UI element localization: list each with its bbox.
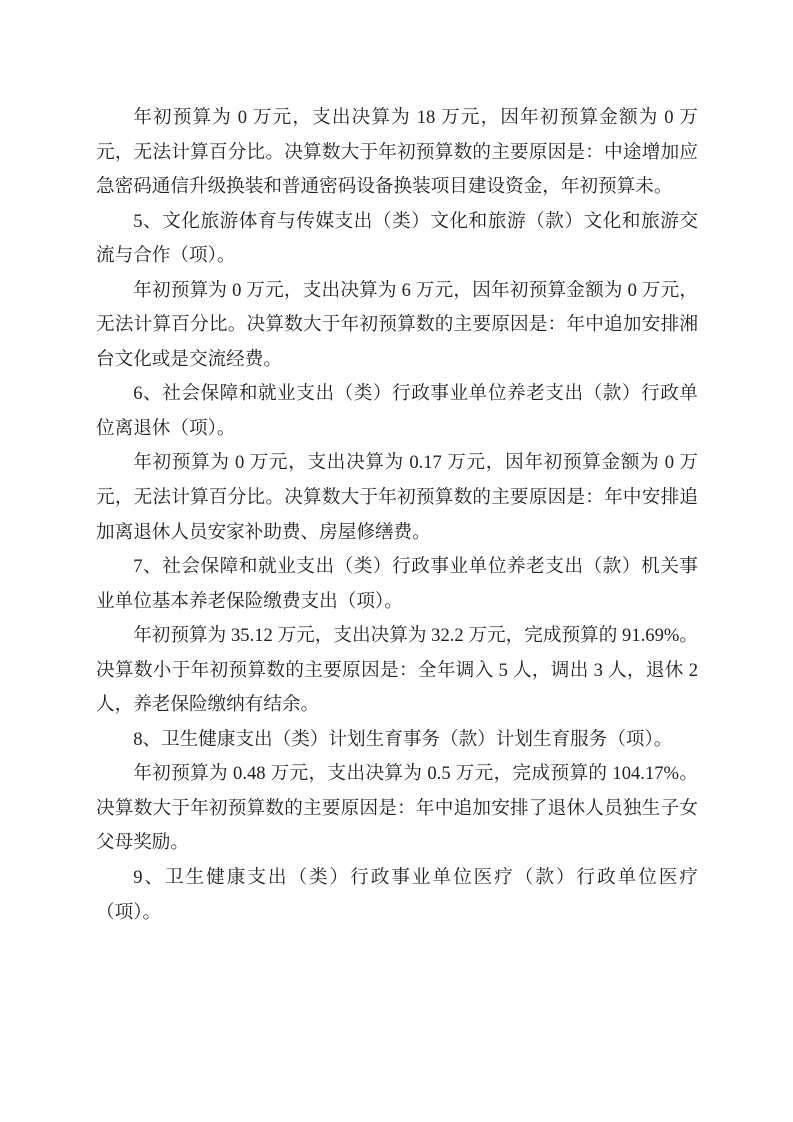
paragraph-item-9-title: 9、卫生健康支出（类）行政事业单位医疗（款）行政单位医疗（项）。 xyxy=(96,867,698,923)
paragraph-item-5-title: 5、文化旅游体育与传媒支出（类）文化和旅游（款）文化和旅游交流与合作（项）。 xyxy=(96,210,698,267)
paragraph-item-7-title: 7、社会保障和就业支出（类）行政事业单位养老支出（款）机关事业单位基本养老保险缴费支出（项）。 xyxy=(96,556,698,612)
paragraph-budget-explain-7: 年初预算为 35.12 万元，支出决算为 32.2 万元，完成预算的 91.69%。决算数小于年初预算数的主要原因是：全年调入 5 人，调出 3 人，退休 2 人，养老保险缴纳有结余。 xyxy=(96,625,698,716)
paragraph-budget-explain-4: 年初预算为 0 万元，支出决算为 18 万元，因年初预算金额为 0 万元，无法计算百分比。决算数大于年初预算数的主要原因是：中途增加应急密码通信升级换装和普通密码设备换装项目建设资金，年初预算未。 xyxy=(96,107,698,198)
paragraph-item-6-title: 6、社会保障和就业支出（类）行政事业单位养老支出（款）行政单位离退休（项）。 xyxy=(96,383,698,439)
document-body xyxy=(96,101,698,930)
paragraph-budget-explain-8: 年初预算为 0.48 万元，支出决算为 0.5 万元，完成预算的 104.17%。决算数大于年初预算数的主要原因是：年中追加安排了退休人员独生子女父母奖励。 xyxy=(96,763,698,854)
paragraph-budget-explain-6: 年初预算为 0 万元，支出决算为 0.17 万元，因年初预算金额为 0 万元，无法计算百分比。决算数大于年初预算数的主要原因是：年中安排追加离退休人员安家补助费、房屋修缮费。 xyxy=(96,452,698,543)
paragraph-item-8-title: 8、卫生健康支出（类）计划生育事务（款）计划生育服务（项）。 xyxy=(133,728,673,750)
paragraph-budget-explain-5: 年初预算为 0 万元，支出决算为 6 万元，因年初预算金额为 0 万元，无法计算百分比。决算数大于年初预算数的主要原因是：年中追加安排湘台文化或是交流经费。 xyxy=(96,279,698,370)
